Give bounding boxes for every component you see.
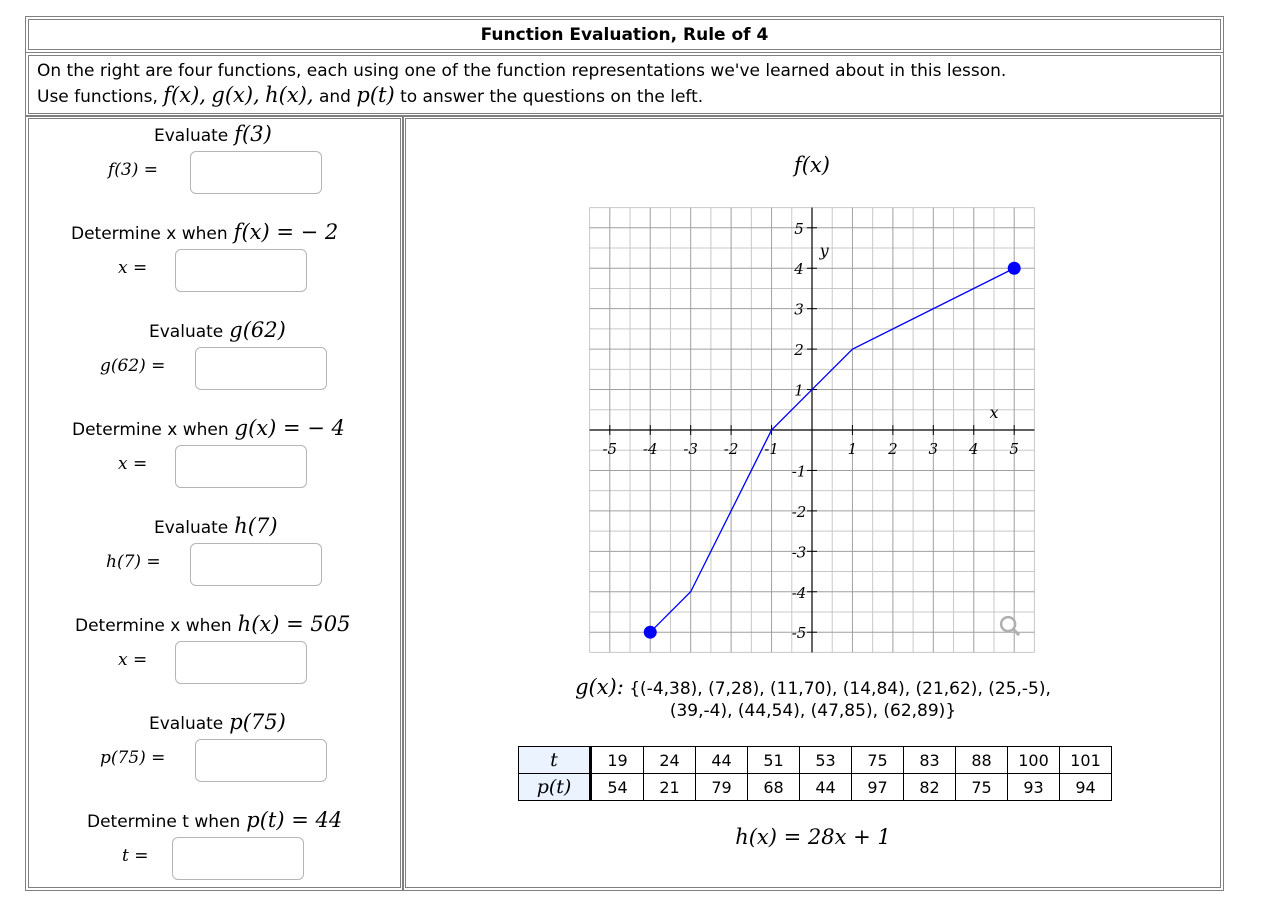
page-title: Function Evaluation, Rule of 4	[480, 25, 769, 45]
question-heading-math: h(x) = 505	[237, 612, 351, 636]
p-value: 97	[852, 774, 904, 801]
answer-label: x =	[118, 258, 148, 278]
p-value: 21	[644, 774, 696, 801]
question-heading	[75, 612, 350, 636]
intro-line-2	[37, 83, 703, 107]
t-value: 53	[800, 747, 852, 774]
answer-label: h(7) =	[106, 552, 161, 572]
answer-input[interactable]	[195, 347, 327, 390]
answer-label: t =	[122, 846, 149, 866]
t-value: 83	[904, 747, 956, 774]
t-value: 88	[956, 747, 1008, 774]
x-tick-label: -3	[683, 440, 698, 458]
question-heading-math: g(x) = − 4	[234, 416, 345, 440]
x-axis-label: x	[989, 402, 999, 422]
x-tick-label: -2	[723, 440, 739, 458]
t-value: 24	[644, 747, 696, 774]
t-value: 100	[1008, 747, 1060, 774]
p-value: 75	[956, 774, 1008, 801]
answer-input[interactable]	[175, 249, 307, 292]
p-value: 94	[1060, 774, 1112, 801]
graph-title: f(x)	[793, 153, 831, 177]
answer-input[interactable]	[195, 739, 327, 782]
answer-label: x =	[118, 650, 148, 670]
y-tick-label: -3	[791, 543, 807, 562]
question-heading-text: Evaluate	[149, 322, 224, 342]
x-tick-label: 3	[928, 440, 939, 458]
answer-input[interactable]	[190, 543, 322, 586]
answer-input[interactable]	[175, 445, 307, 488]
answer-label: f(3) =	[108, 160, 159, 180]
g-definition	[405, 675, 1221, 721]
question-heading-text: Evaluate	[154, 518, 229, 538]
y-tick-label: 2	[794, 341, 804, 360]
t-value: 75	[852, 747, 904, 774]
question-heading	[71, 220, 338, 244]
question-heading-math: f(3)	[234, 122, 272, 146]
question-heading-math: f(x) = − 2	[233, 220, 339, 244]
question-heading	[154, 122, 272, 146]
answer-input[interactable]	[190, 151, 322, 194]
question-heading-math: h(7)	[234, 514, 278, 538]
x-tick-label: 2	[888, 440, 898, 458]
g-set-line1: {(-4,38), (7,28), (11,70), (14,84), (21,62), (25,-5),	[629, 679, 1051, 699]
intro-and: and	[318, 87, 351, 107]
t-value: 101	[1060, 747, 1112, 774]
t-value: 51	[748, 747, 800, 774]
x-tick-label: -5	[602, 440, 618, 458]
question-heading	[154, 514, 278, 538]
intro-box	[28, 55, 1221, 114]
y-tick-label: 3	[794, 300, 804, 319]
p-table-p-row	[519, 774, 1112, 801]
question-heading-math: g(62)	[229, 318, 286, 342]
y-tick-label: -4	[791, 583, 807, 602]
answer-label: x =	[118, 454, 148, 474]
y-tick-label: 4	[794, 260, 804, 279]
t-value: 19	[591, 747, 644, 774]
intro-line-1: On the right are four functions, each using one of the function representations we've learned about in this lesson.	[37, 61, 1007, 81]
question-heading	[149, 318, 286, 342]
endpoint-dot	[644, 626, 657, 639]
question-heading-text: Determine t when	[87, 812, 241, 832]
intro-g: g(x),	[211, 83, 260, 107]
y-tick-label: -5	[791, 624, 807, 643]
p-value: 54	[591, 774, 644, 801]
x-tick-label: 1	[847, 440, 858, 458]
endpoint-dot	[1008, 262, 1021, 275]
intro-f: f(x),	[163, 83, 206, 107]
answer-input[interactable]	[175, 641, 307, 684]
p-table-t-row	[519, 747, 1112, 774]
intro-prefix: Use functions,	[37, 87, 158, 107]
p-table	[518, 746, 1112, 801]
x-tick-label: 5	[1009, 440, 1019, 458]
question-heading-text: Evaluate	[149, 714, 224, 734]
t-header: t	[519, 747, 591, 774]
question-heading-text: Determine x when	[71, 224, 228, 244]
question-heading	[72, 416, 345, 440]
question-heading-text: Evaluate	[154, 126, 229, 146]
p-header: p(t)	[519, 774, 591, 801]
p-value: 82	[904, 774, 956, 801]
answer-input[interactable]	[172, 837, 304, 880]
question-heading	[87, 808, 342, 832]
y-tick-label: 5	[794, 219, 804, 238]
question-heading-text: Determine x when	[72, 420, 229, 440]
question-heading-text: Determine x when	[75, 616, 232, 636]
g-set-line2: (39,-4), (44,54), (47,85), (62,89)}	[669, 701, 957, 721]
intro-p: p(t)	[356, 83, 395, 107]
x-tick-label: 4	[968, 440, 979, 458]
question-heading-math: p(75)	[229, 710, 286, 734]
p-value: 44	[800, 774, 852, 801]
p-value: 68	[748, 774, 800, 801]
question-heading-math: p(t) = 44	[246, 808, 343, 832]
h-definition	[405, 825, 1221, 849]
x-tick-label: -4	[642, 440, 658, 458]
x-tick-label: -1	[764, 440, 779, 458]
answer-label: p(75) =	[100, 748, 166, 768]
intro-h: h(x),	[265, 83, 314, 107]
y-tick-label: -1	[791, 462, 807, 481]
question-heading	[149, 710, 286, 734]
title-bar	[28, 19, 1221, 50]
f-graph[interactable]	[580, 140, 1050, 660]
h-formula: h(x) = 28x + 1	[735, 825, 891, 849]
answer-label: g(62) =	[100, 356, 166, 376]
t-value: 44	[696, 747, 748, 774]
g-label: g(x):	[575, 675, 624, 699]
intro-suffix: to answer the questions on the left.	[400, 87, 704, 107]
p-value: 93	[1008, 774, 1060, 801]
p-value: 79	[696, 774, 748, 801]
y-axis-label: y	[819, 241, 829, 261]
y-tick-label: -2	[791, 502, 807, 521]
y-tick-label: 1	[794, 381, 804, 400]
